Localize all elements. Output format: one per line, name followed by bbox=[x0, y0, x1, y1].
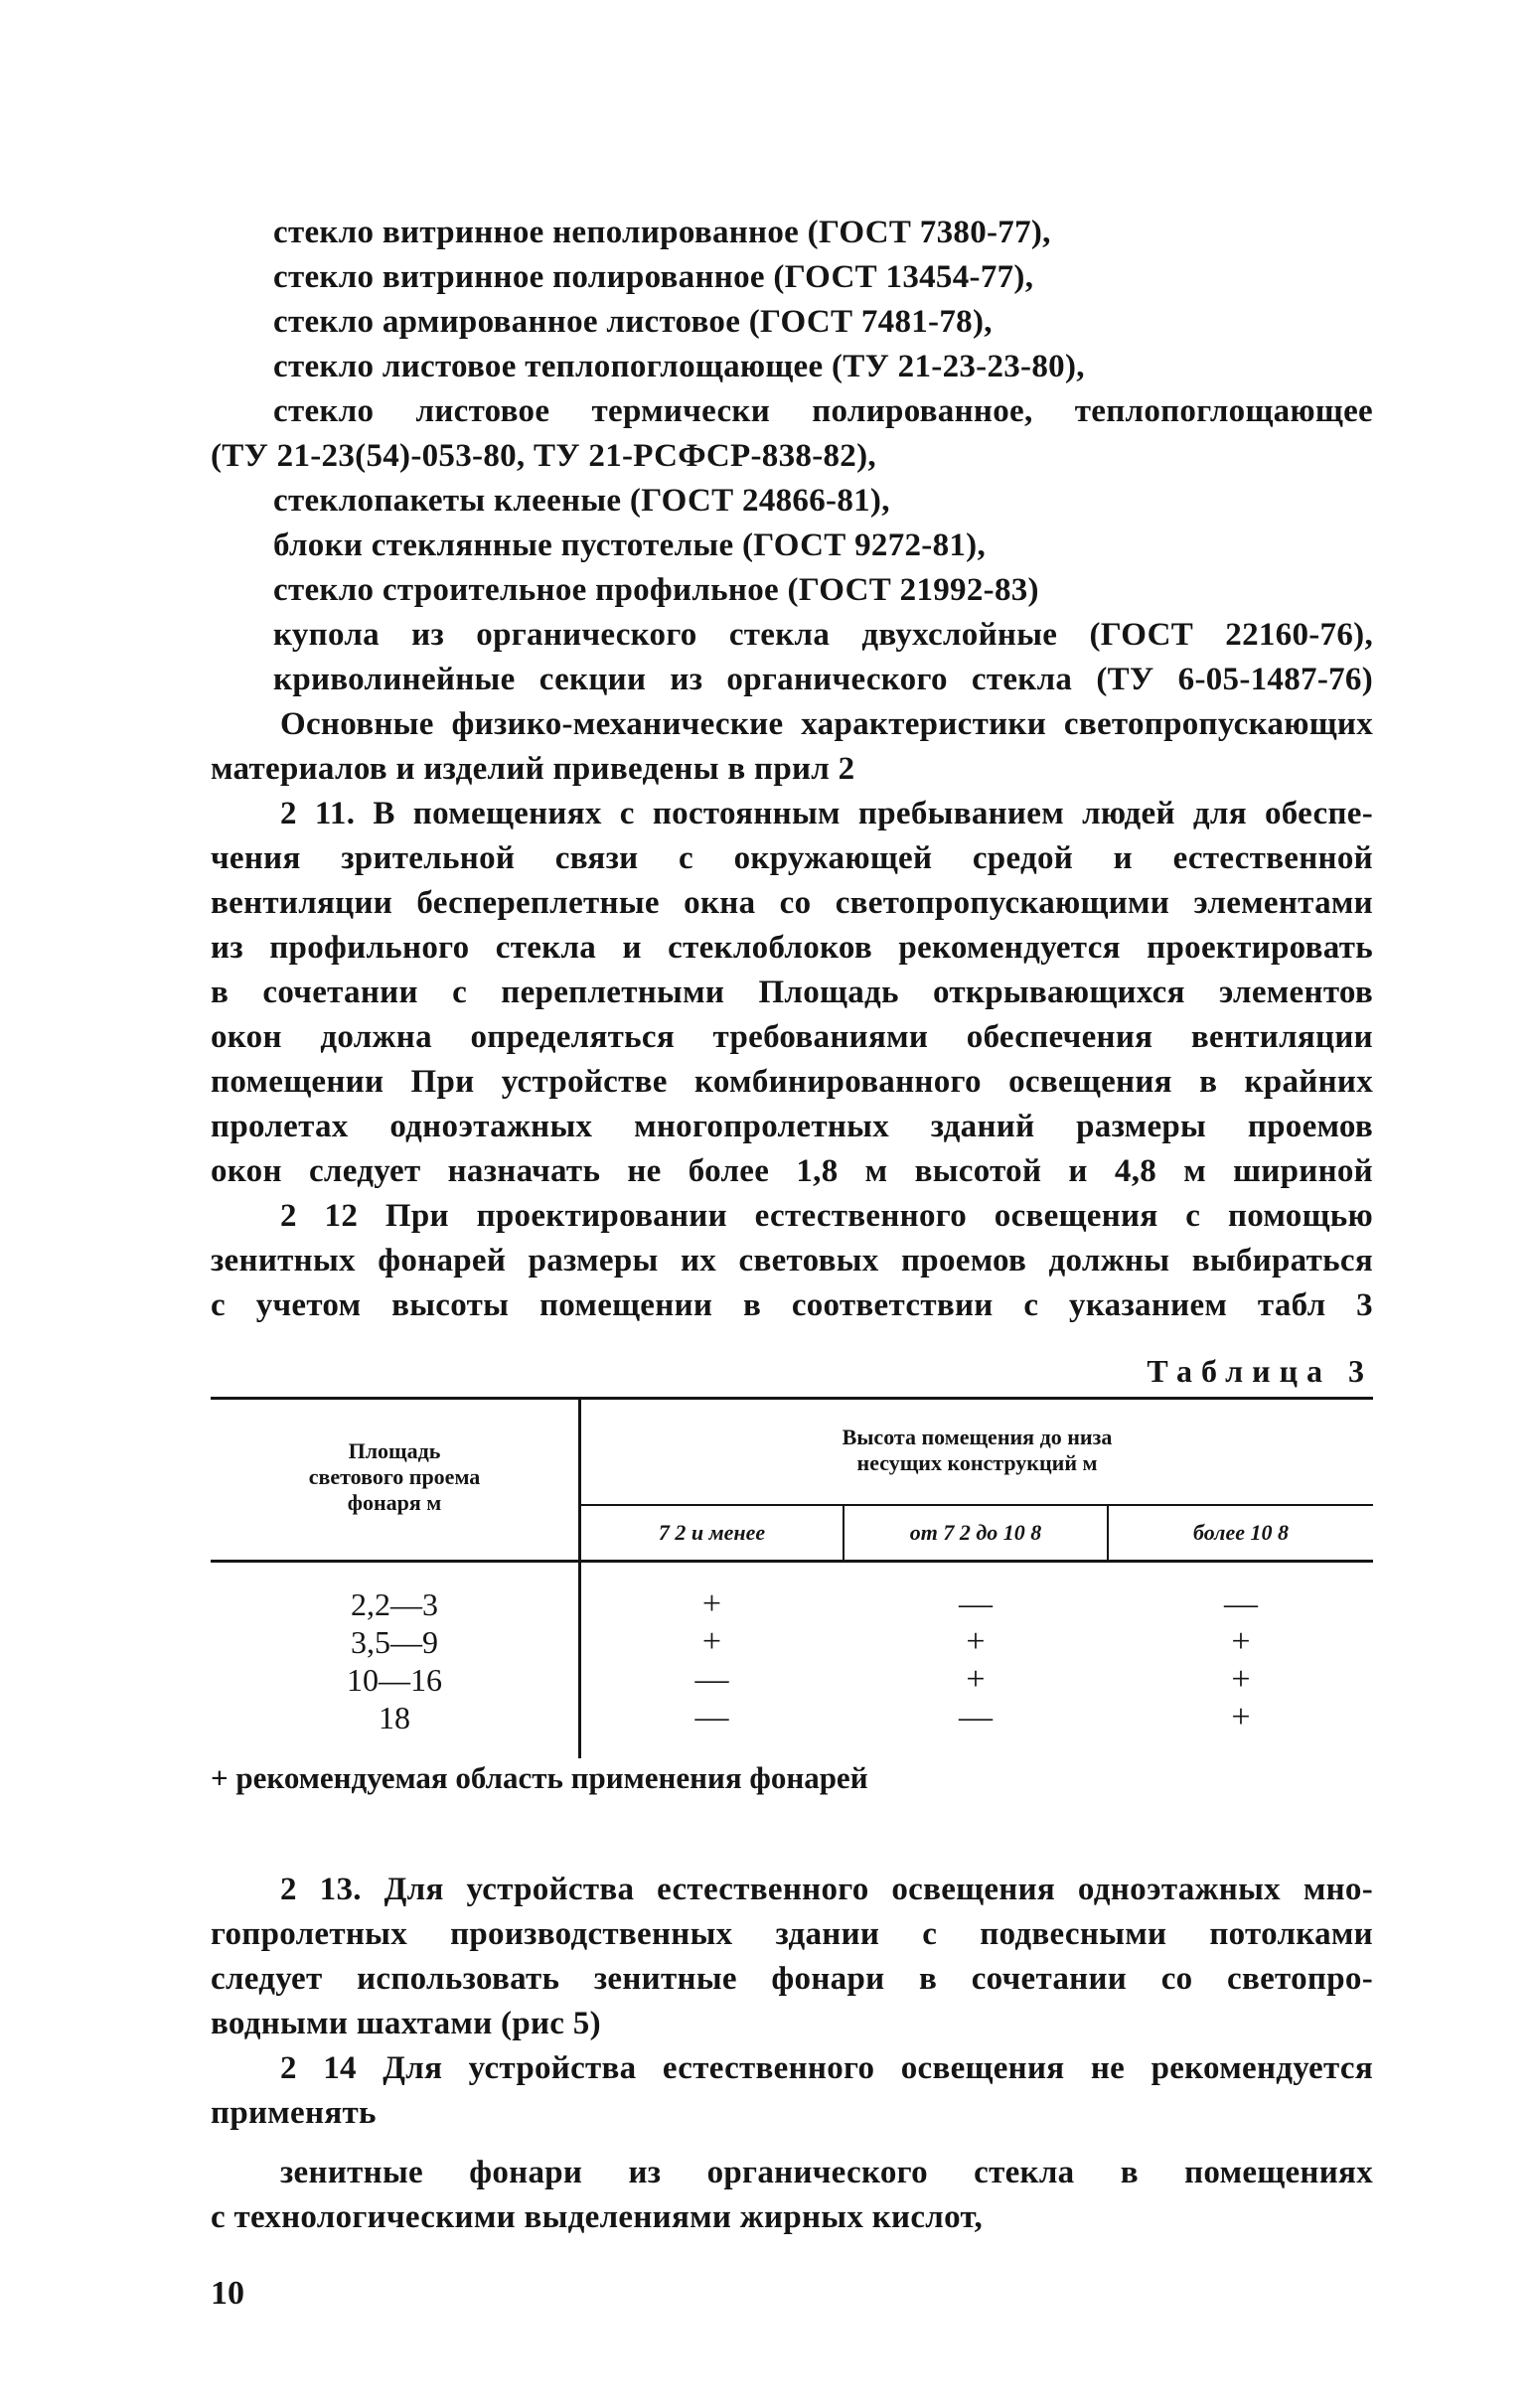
paragraph-line: чения зрительной связи с окружающей средой и естественной bbox=[211, 840, 1373, 876]
height-group-header: несущих конструкций м bbox=[856, 1450, 1098, 1475]
subheader-low: 7 2 и менее bbox=[658, 1520, 766, 1545]
list-item: стекло витринное полированное (ГОСТ 13454-77), bbox=[273, 259, 1034, 295]
list-item: зенитные фонари из органического стекла в помещениях bbox=[280, 2155, 1373, 2190]
paragraph-line: 2 13. Для устройства естественного освещения одноэтажных мно- bbox=[280, 1872, 1373, 1907]
table-footnote: + рекомендуемая область применения фонарей bbox=[211, 1760, 868, 1795]
table-cell-area: 2,2—3 bbox=[351, 1586, 438, 1622]
table-cell: + bbox=[966, 1661, 986, 1698]
height-group-header: Высота помещения до низа bbox=[842, 1425, 1113, 1449]
list-item: стеклопакеты клееные (ГОСТ 24866-81), bbox=[273, 483, 890, 519]
table-cell-area: 3,5—9 bbox=[351, 1624, 438, 1660]
table-cell: + bbox=[966, 1623, 986, 1660]
paragraph-line: окон должна определяться требованиями обеспечения вентиляции bbox=[211, 1019, 1373, 1055]
paragraph-line: окон следует назначать не более 1,8 м высотой и 4,8 м шириной bbox=[211, 1153, 1373, 1189]
paragraph-line: пролетах одноэтажных многопролетных зданий размеры проемов bbox=[211, 1109, 1373, 1144]
list-item: стекло армированное листовое (ГОСТ 7481-78), bbox=[273, 304, 993, 340]
table-cell: — bbox=[694, 1661, 729, 1698]
table-cell: + bbox=[1231, 1623, 1251, 1660]
table-cell: + bbox=[1231, 1699, 1251, 1735]
table-top-rule bbox=[211, 1397, 1373, 1400]
paragraph-line: вентиляции бесперeплетные окна со светопропускающими элементами bbox=[211, 885, 1373, 921]
table-cell: + bbox=[701, 1623, 722, 1660]
paragraph-line: зенитных фонарей размеры их световых проемов должны выбираться bbox=[211, 1243, 1373, 1279]
list-item: блоки стеклянные пустотелые (ГОСТ 9272-81), bbox=[273, 527, 987, 563]
table-cell: — bbox=[1224, 1585, 1258, 1622]
paragraph-line: помещении При устройстве комбинированного освещения в крайних bbox=[211, 1064, 1373, 1100]
paragraph-line: из профильного стекла и стеклоблоков рекомендуется проектировать bbox=[211, 930, 1373, 966]
list-item: стекло витринное неполированное (ГОСТ 7380-77), bbox=[273, 215, 1051, 250]
list-item: криволинейные секции из органического стекла (ТУ 6-05-1487-76) bbox=[273, 662, 1373, 697]
paragraph-line: в сочетании с переплетными Площадь открывающихся элементов bbox=[211, 975, 1373, 1010]
paragraph-line: материалов и изделий приведены в прил 2 bbox=[211, 751, 855, 787]
page-number: 10 bbox=[211, 2275, 244, 2312]
list-item: купола из органического стекла двухслойные (ГОСТ 22160-76), bbox=[273, 617, 1373, 653]
table-cell: + bbox=[1231, 1661, 1251, 1698]
table-cell: — bbox=[959, 1585, 993, 1622]
area-header-line: Площадь bbox=[348, 1438, 441, 1463]
area-header-line: фонаря м bbox=[347, 1490, 442, 1515]
table-cell: + bbox=[701, 1585, 722, 1622]
paragraph-line: 2 11. В помещениях с постоянным пребыванием людей для обеспе- bbox=[280, 796, 1373, 831]
table-group-rule bbox=[581, 1504, 1373, 1506]
paragraph-line: Основные физико-механические характеристики светопропускающих bbox=[280, 706, 1373, 742]
paragraph-line: применять bbox=[211, 2095, 377, 2131]
paragraph-line: 2 12 При проектировании естественного освещения с помощью bbox=[280, 1198, 1373, 1234]
table-cell-area: 18 bbox=[379, 1700, 410, 1735]
paragraph-line: с учетом высоты помещении в соответствии с указанием табл 3 bbox=[211, 1287, 1373, 1323]
subheader-mid: от 7 2 до 10 8 bbox=[909, 1520, 1042, 1545]
list-item: стекло строительное профильное (ГОСТ 21992-83) bbox=[273, 572, 1039, 608]
paragraph-line: гопролетных производственных здании с подвесными потолками bbox=[211, 1916, 1373, 1952]
table-header-rule bbox=[211, 1560, 1373, 1563]
area-header-line: светового проема bbox=[308, 1464, 481, 1489]
paragraph-line: водными шахтами (рис 5) bbox=[211, 2006, 601, 2041]
paragraph-line: 2 14 Для устройства естественного освещения не рекомендуется bbox=[280, 2050, 1373, 2086]
list-item: с технологическими выделениями жирных кислот, bbox=[211, 2199, 984, 2235]
paragraph-line: следует использовать зенитные фонари в сочетании со светопро- bbox=[211, 1961, 1373, 1997]
subheader-high: более 10 8 bbox=[1193, 1520, 1289, 1545]
table-cell: — bbox=[694, 1699, 729, 1735]
table-cell: — bbox=[959, 1699, 993, 1735]
table-caption: Таблица 3 bbox=[1147, 1353, 1373, 1389]
table-cell-area: 10—16 bbox=[347, 1662, 442, 1698]
list-item: стекло листовое теплопоглощающее (ТУ 21-23-23-80), bbox=[273, 349, 1085, 384]
list-item: (ТУ 21-23(54)-053-80, ТУ 21-РСФСР-838-82), bbox=[211, 438, 876, 474]
list-item: стекло листовое термически полированное, теплопоглощающее bbox=[273, 393, 1373, 429]
